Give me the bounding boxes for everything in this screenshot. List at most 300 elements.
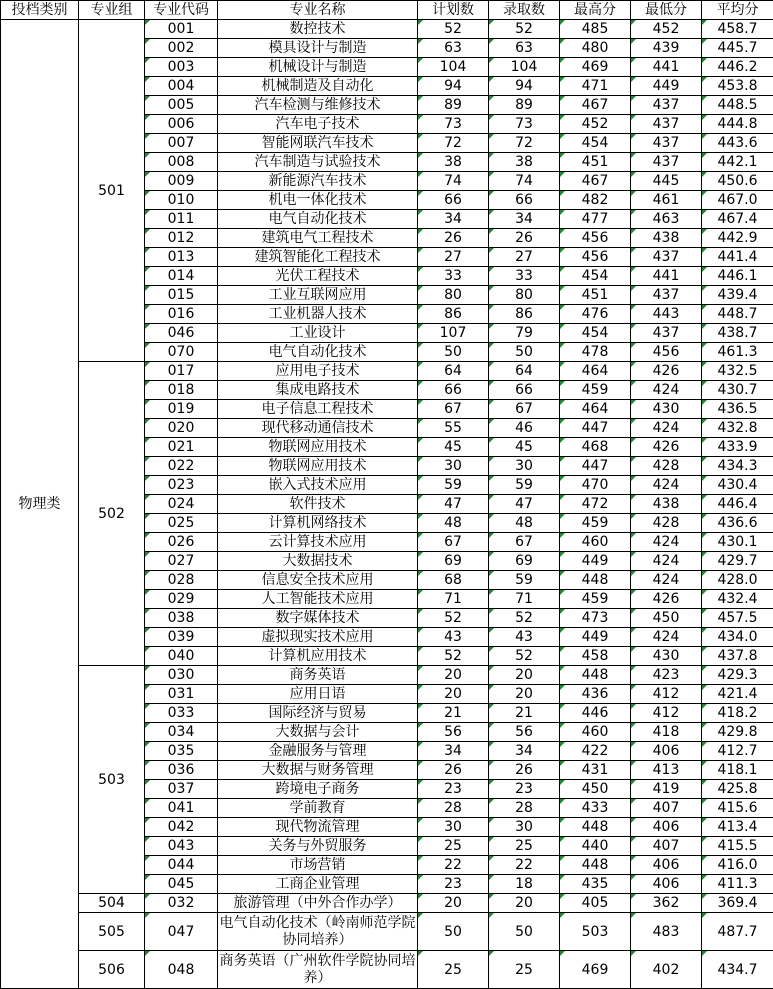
admitted-count-cell: 25 (489, 837, 560, 856)
min-score-cell: 424 (631, 628, 702, 647)
max-score-cell: 448 (560, 666, 631, 685)
avg-score-cell: 412.7 (702, 742, 773, 761)
max-score-cell: 422 (560, 742, 631, 761)
group-cell: 504 (79, 894, 145, 913)
avg-score-cell: 446.4 (702, 495, 773, 514)
category-cell: 物理类 (1, 20, 79, 989)
plan-count-cell: 38 (418, 153, 489, 172)
plan-count-cell: 33 (418, 267, 489, 286)
max-score-cell: 446 (560, 704, 631, 723)
major-name-cell: 软件技术 (218, 495, 418, 514)
max-score-cell: 467 (560, 96, 631, 115)
major-code-cell: 025 (145, 514, 218, 533)
major-name-cell: 金融服务与管理 (218, 742, 418, 761)
major-name-cell: 信息安全技术应用 (218, 571, 418, 590)
plan-count-cell: 63 (418, 39, 489, 58)
max-score-cell: 476 (560, 305, 631, 324)
max-score-cell: 469 (560, 58, 631, 77)
min-score-cell: 437 (631, 134, 702, 153)
header-cell: 平均分 (702, 1, 773, 20)
avg-score-cell: 416.0 (702, 856, 773, 875)
avg-score-cell: 411.3 (702, 875, 773, 894)
admitted-count-cell: 52 (489, 647, 560, 666)
max-score-cell: 454 (560, 134, 631, 153)
major-name-cell: 数控技术 (218, 20, 418, 39)
major-code-cell: 044 (145, 856, 218, 875)
plan-count-cell: 21 (418, 704, 489, 723)
avg-score-cell: 415.6 (702, 799, 773, 818)
admitted-count-cell: 18 (489, 875, 560, 894)
plan-count-cell: 48 (418, 514, 489, 533)
min-score-cell: 423 (631, 666, 702, 685)
header-cell: 计划数 (418, 1, 489, 20)
major-name-cell: 关务与外贸服务 (218, 837, 418, 856)
admitted-count-cell: 46 (489, 419, 560, 438)
max-score-cell: 458 (560, 647, 631, 666)
max-score-cell: 447 (560, 419, 631, 438)
avg-score-cell: 445.7 (702, 39, 773, 58)
max-score-cell: 451 (560, 286, 631, 305)
admitted-count-cell: 47 (489, 495, 560, 514)
admitted-count-cell: 74 (489, 172, 560, 191)
max-score-cell: 450 (560, 780, 631, 799)
min-score-cell: 424 (631, 381, 702, 400)
min-score-cell: 463 (631, 210, 702, 229)
min-score-cell: 483 (631, 913, 702, 951)
major-name-cell: 计算机网络技术 (218, 514, 418, 533)
admitted-count-cell: 64 (489, 362, 560, 381)
plan-count-cell: 23 (418, 780, 489, 799)
plan-count-cell: 25 (418, 951, 489, 989)
avg-score-cell: 428.0 (702, 571, 773, 590)
min-score-cell: 438 (631, 495, 702, 514)
admitted-count-cell: 20 (489, 685, 560, 704)
max-score-cell: 454 (560, 267, 631, 286)
major-code-cell: 033 (145, 704, 218, 723)
min-score-cell: 437 (631, 115, 702, 134)
major-name-cell: 电子信息工程技术 (218, 400, 418, 419)
admitted-count-cell: 34 (489, 742, 560, 761)
admitted-count-cell: 59 (489, 476, 560, 495)
admitted-count-cell: 52 (489, 609, 560, 628)
major-name-cell: 大数据技术 (218, 552, 418, 571)
major-name-cell: 物联网应用技术 (218, 457, 418, 476)
major-code-cell: 042 (145, 818, 218, 837)
max-score-cell: 405 (560, 894, 631, 913)
major-name-cell: 数字媒体技术 (218, 609, 418, 628)
major-code-cell: 040 (145, 647, 218, 666)
avg-score-cell: 446.2 (702, 58, 773, 77)
max-score-cell: 467 (560, 172, 631, 191)
major-code-cell: 034 (145, 723, 218, 742)
avg-score-cell: 457.5 (702, 609, 773, 628)
plan-count-cell: 30 (418, 457, 489, 476)
max-score-cell: 456 (560, 248, 631, 267)
plan-count-cell: 55 (418, 419, 489, 438)
avg-score-cell: 418.2 (702, 704, 773, 723)
avg-score-cell: 432.4 (702, 590, 773, 609)
major-name-cell: 嵌入式技术应用 (218, 476, 418, 495)
min-score-cell: 424 (631, 552, 702, 571)
min-score-cell: 406 (631, 856, 702, 875)
group-cell: 506 (79, 951, 145, 989)
max-score-cell: 440 (560, 837, 631, 856)
max-score-cell: 448 (560, 856, 631, 875)
admitted-count-cell: 63 (489, 39, 560, 58)
major-code-cell: 013 (145, 248, 218, 267)
major-code-cell: 016 (145, 305, 218, 324)
min-score-cell: 428 (631, 457, 702, 476)
major-code-cell: 014 (145, 267, 218, 286)
plan-count-cell: 25 (418, 837, 489, 856)
header-cell: 录取数 (489, 1, 560, 20)
admitted-count-cell: 48 (489, 514, 560, 533)
max-score-cell: 448 (560, 818, 631, 837)
min-score-cell: 437 (631, 96, 702, 115)
major-code-cell: 005 (145, 96, 218, 115)
major-code-cell: 019 (145, 400, 218, 419)
major-name-cell: 现代移动通信技术 (218, 419, 418, 438)
min-score-cell: 426 (631, 590, 702, 609)
max-score-cell: 464 (560, 362, 631, 381)
min-score-cell: 441 (631, 267, 702, 286)
header-cell: 专业名称 (218, 1, 418, 20)
major-name-cell: 大数据与财务管理 (218, 761, 418, 780)
max-score-cell: 452 (560, 115, 631, 134)
major-code-cell: 070 (145, 343, 218, 362)
plan-count-cell: 73 (418, 115, 489, 134)
max-score-cell: 485 (560, 20, 631, 39)
min-score-cell: 406 (631, 742, 702, 761)
min-score-cell: 407 (631, 837, 702, 856)
avg-score-cell: 433.9 (702, 438, 773, 457)
admitted-count-cell: 30 (489, 818, 560, 837)
plan-count-cell: 94 (418, 77, 489, 96)
plan-count-cell: 66 (418, 191, 489, 210)
major-code-cell: 017 (145, 362, 218, 381)
plan-count-cell: 22 (418, 856, 489, 875)
major-code-cell: 018 (145, 381, 218, 400)
admitted-count-cell: 30 (489, 457, 560, 476)
admitted-count-cell: 94 (489, 77, 560, 96)
major-name-cell: 电气自动化技术（岭南师范学院协同培养） (218, 913, 418, 951)
max-score-cell: 448 (560, 571, 631, 590)
major-code-cell: 006 (145, 115, 218, 134)
min-score-cell: 419 (631, 780, 702, 799)
avg-score-cell: 450.6 (702, 172, 773, 191)
plan-count-cell: 30 (418, 818, 489, 837)
admitted-count-cell: 26 (489, 229, 560, 248)
admitted-count-cell: 86 (489, 305, 560, 324)
major-name-cell: 工业互联网应用 (218, 286, 418, 305)
header-cell: 投档类别 (1, 1, 79, 20)
major-name-cell: 市场营销 (218, 856, 418, 875)
min-score-cell: 412 (631, 685, 702, 704)
major-name-cell: 跨境电子商务 (218, 780, 418, 799)
major-code-cell: 012 (145, 229, 218, 248)
major-code-cell: 029 (145, 590, 218, 609)
min-score-cell: 437 (631, 286, 702, 305)
major-name-cell: 智能网联汽车技术 (218, 134, 418, 153)
major-name-cell: 建筑电气工程技术 (218, 229, 418, 248)
major-code-cell: 024 (145, 495, 218, 514)
max-score-cell: 451 (560, 153, 631, 172)
major-code-cell: 015 (145, 286, 218, 305)
avg-score-cell: 438.7 (702, 324, 773, 343)
plan-count-cell: 89 (418, 96, 489, 115)
major-name-cell: 大数据与会计 (218, 723, 418, 742)
min-score-cell: 402 (631, 951, 702, 989)
admitted-count-cell: 27 (489, 248, 560, 267)
min-score-cell: 406 (631, 875, 702, 894)
plan-count-cell: 34 (418, 210, 489, 229)
table-body (1, 20, 773, 989)
admitted-count-cell: 45 (489, 438, 560, 457)
avg-score-cell: 429.7 (702, 552, 773, 571)
admitted-count-cell: 59 (489, 571, 560, 590)
avg-score-cell: 436.6 (702, 514, 773, 533)
major-code-cell: 020 (145, 419, 218, 438)
avg-score-cell: 418.1 (702, 761, 773, 780)
plan-count-cell: 80 (418, 286, 489, 305)
max-score-cell: 435 (560, 875, 631, 894)
min-score-cell: 412 (631, 704, 702, 723)
avg-score-cell: 415.5 (702, 837, 773, 856)
max-score-cell: 478 (560, 343, 631, 362)
admitted-count-cell: 67 (489, 533, 560, 552)
major-code-cell: 008 (145, 153, 218, 172)
major-name-cell: 国际经济与贸易 (218, 704, 418, 723)
max-score-cell: 480 (560, 39, 631, 58)
table-row (1, 20, 773, 39)
admitted-count-cell: 52 (489, 20, 560, 39)
admitted-count-cell: 38 (489, 153, 560, 172)
admitted-count-cell: 80 (489, 286, 560, 305)
admitted-count-cell: 89 (489, 96, 560, 115)
major-name-cell: 电气自动化技术 (218, 343, 418, 362)
table-row (1, 951, 773, 989)
major-code-cell: 038 (145, 609, 218, 628)
major-code-cell: 032 (145, 894, 218, 913)
major-name-cell: 商务英语 (218, 666, 418, 685)
major-name-cell: 工业机器人技术 (218, 305, 418, 324)
major-code-cell: 004 (145, 77, 218, 96)
admitted-count-cell: 43 (489, 628, 560, 647)
plan-count-cell: 47 (418, 495, 489, 514)
major-code-cell: 003 (145, 58, 218, 77)
plan-count-cell: 67 (418, 533, 489, 552)
admitted-count-cell: 67 (489, 400, 560, 419)
major-code-cell: 009 (145, 172, 218, 191)
max-score-cell: 436 (560, 685, 631, 704)
max-score-cell: 477 (560, 210, 631, 229)
admitted-count-cell: 21 (489, 704, 560, 723)
major-name-cell: 学前教育 (218, 799, 418, 818)
major-name-cell: 机械制造及自动化 (218, 77, 418, 96)
group-cell: 503 (79, 666, 145, 894)
major-code-cell: 011 (145, 210, 218, 229)
major-code-cell: 002 (145, 39, 218, 58)
avg-score-cell: 487.7 (702, 913, 773, 951)
major-name-cell: 光伏工程技术 (218, 267, 418, 286)
major-code-cell: 023 (145, 476, 218, 495)
major-name-cell: 集成电路技术 (218, 381, 418, 400)
admitted-count-cell: 25 (489, 951, 560, 989)
major-code-cell: 048 (145, 951, 218, 989)
plan-count-cell: 68 (418, 571, 489, 590)
header-cell: 最低分 (631, 1, 702, 20)
admitted-count-cell: 104 (489, 58, 560, 77)
admitted-count-cell: 23 (489, 780, 560, 799)
max-score-cell: 433 (560, 799, 631, 818)
min-score-cell: 428 (631, 514, 702, 533)
plan-count-cell: 52 (418, 20, 489, 39)
plan-count-cell: 20 (418, 894, 489, 913)
major-code-cell: 047 (145, 913, 218, 951)
plan-count-cell: 52 (418, 647, 489, 666)
min-score-cell: 424 (631, 533, 702, 552)
min-score-cell: 445 (631, 172, 702, 191)
major-code-cell: 035 (145, 742, 218, 761)
admitted-count-cell: 26 (489, 761, 560, 780)
major-code-cell: 027 (145, 552, 218, 571)
major-code-cell: 039 (145, 628, 218, 647)
plan-count-cell: 64 (418, 362, 489, 381)
avg-score-cell: 444.8 (702, 115, 773, 134)
avg-score-cell: 439.4 (702, 286, 773, 305)
avg-score-cell: 442.1 (702, 153, 773, 172)
header-cell: 最高分 (560, 1, 631, 20)
min-score-cell: 413 (631, 761, 702, 780)
plan-count-cell: 34 (418, 742, 489, 761)
major-code-cell: 030 (145, 666, 218, 685)
major-name-cell: 物联网应用技术 (218, 438, 418, 457)
min-score-cell: 407 (631, 799, 702, 818)
major-name-cell: 应用电子技术 (218, 362, 418, 381)
max-score-cell: 456 (560, 229, 631, 248)
major-name-cell: 计算机应用技术 (218, 647, 418, 666)
max-score-cell: 460 (560, 533, 631, 552)
max-score-cell: 459 (560, 381, 631, 400)
major-name-cell: 人工智能技术应用 (218, 590, 418, 609)
major-code-cell: 001 (145, 20, 218, 39)
min-score-cell: 443 (631, 305, 702, 324)
avg-score-cell: 436.5 (702, 400, 773, 419)
admitted-count-cell: 69 (489, 552, 560, 571)
table-row (1, 666, 773, 685)
plan-count-cell: 20 (418, 685, 489, 704)
major-code-cell: 007 (145, 134, 218, 153)
major-code-cell: 022 (145, 457, 218, 476)
max-score-cell: 460 (560, 723, 631, 742)
table-row (1, 362, 773, 381)
avg-score-cell: 448.7 (702, 305, 773, 324)
min-score-cell: 437 (631, 153, 702, 172)
max-score-cell: 449 (560, 552, 631, 571)
max-score-cell: 464 (560, 400, 631, 419)
min-score-cell: 424 (631, 571, 702, 590)
max-score-cell: 449 (560, 628, 631, 647)
admitted-count-cell: 73 (489, 115, 560, 134)
header-cell: 专业组 (79, 1, 145, 20)
admitted-count-cell: 66 (489, 381, 560, 400)
min-score-cell: 430 (631, 400, 702, 419)
admitted-count-cell: 20 (489, 666, 560, 685)
plan-count-cell: 104 (418, 58, 489, 77)
plan-count-cell: 45 (418, 438, 489, 457)
min-score-cell: 437 (631, 324, 702, 343)
min-score-cell: 461 (631, 191, 702, 210)
avg-score-cell: 432.5 (702, 362, 773, 381)
major-name-cell: 应用日语 (218, 685, 418, 704)
avg-score-cell: 443.6 (702, 134, 773, 153)
major-name-cell: 新能源汽车技术 (218, 172, 418, 191)
major-code-cell: 026 (145, 533, 218, 552)
major-name-cell: 工商企业管理 (218, 875, 418, 894)
min-score-cell: 438 (631, 229, 702, 248)
major-code-cell: 046 (145, 324, 218, 343)
plan-count-cell: 50 (418, 343, 489, 362)
avg-score-cell: 434.7 (702, 951, 773, 989)
admitted-count-cell: 20 (489, 894, 560, 913)
major-code-cell: 010 (145, 191, 218, 210)
group-cell: 501 (79, 20, 145, 362)
max-score-cell: 431 (560, 761, 631, 780)
avg-score-cell: 437.8 (702, 647, 773, 666)
plan-count-cell: 56 (418, 723, 489, 742)
major-name-cell: 商务英语（广州软件学院协同培养） (218, 951, 418, 989)
min-score-cell: 426 (631, 362, 702, 381)
header-row (1, 1, 773, 20)
avg-score-cell: 467.4 (702, 210, 773, 229)
avg-score-cell: 430.4 (702, 476, 773, 495)
admitted-count-cell: 22 (489, 856, 560, 875)
table-row (1, 894, 773, 913)
admitted-count-cell: 71 (489, 590, 560, 609)
plan-count-cell: 26 (418, 229, 489, 248)
avg-score-cell: 442.9 (702, 229, 773, 248)
min-score-cell: 449 (631, 77, 702, 96)
group-cell: 505 (79, 913, 145, 951)
major-code-cell: 041 (145, 799, 218, 818)
min-score-cell: 424 (631, 419, 702, 438)
avg-score-cell: 421.4 (702, 685, 773, 704)
plan-count-cell: 43 (418, 628, 489, 647)
min-score-cell: 362 (631, 894, 702, 913)
plan-count-cell: 20 (418, 666, 489, 685)
major-name-cell: 汽车制造与试验技术 (218, 153, 418, 172)
min-score-cell: 418 (631, 723, 702, 742)
plan-count-cell: 67 (418, 400, 489, 419)
admitted-count-cell: 56 (489, 723, 560, 742)
major-code-cell: 021 (145, 438, 218, 457)
plan-count-cell: 50 (418, 913, 489, 951)
major-name-cell: 机电一体化技术 (218, 191, 418, 210)
major-code-cell: 031 (145, 685, 218, 704)
max-score-cell: 468 (560, 438, 631, 457)
min-score-cell: 441 (631, 58, 702, 77)
plan-count-cell: 74 (418, 172, 489, 191)
plan-count-cell: 66 (418, 381, 489, 400)
max-score-cell: 471 (560, 77, 631, 96)
avg-score-cell: 434.0 (702, 628, 773, 647)
admitted-count-cell: 33 (489, 267, 560, 286)
major-name-cell: 汽车电子技术 (218, 115, 418, 134)
avg-score-cell: 429.8 (702, 723, 773, 742)
max-score-cell: 459 (560, 590, 631, 609)
avg-score-cell: 430.7 (702, 381, 773, 400)
min-score-cell: 450 (631, 609, 702, 628)
